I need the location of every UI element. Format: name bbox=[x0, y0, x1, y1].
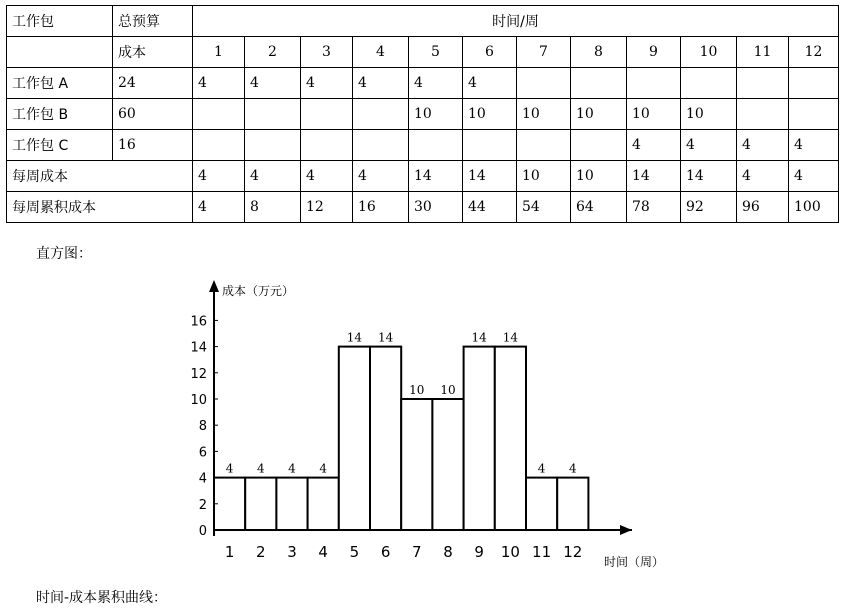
header-blank bbox=[7, 37, 113, 68]
row-cell-week-9 bbox=[627, 68, 681, 99]
row-budget: 24 bbox=[113, 68, 193, 99]
row-cell-week-12: 4 bbox=[789, 130, 839, 161]
bar-value-label: 4 bbox=[288, 461, 296, 476]
row-cell-week-10 bbox=[681, 68, 737, 99]
header-week-11: 11 bbox=[737, 37, 789, 68]
row-cell-week-2: 8 bbox=[245, 192, 301, 223]
row-cell-week-4: 16 bbox=[353, 192, 409, 223]
bar-value-label: 4 bbox=[225, 461, 234, 476]
x-tick-label: 3 bbox=[287, 543, 297, 561]
row-cell-week-7 bbox=[517, 68, 571, 99]
row-cell-week-12: 100 bbox=[789, 192, 839, 223]
row-cell-week-1: 4 bbox=[193, 161, 245, 192]
row-cell-week-6 bbox=[463, 130, 517, 161]
bar-value-label: 14 bbox=[377, 330, 394, 345]
row-cell-week-12 bbox=[789, 68, 839, 99]
bar-value-label: 10 bbox=[409, 383, 425, 397]
row-label: 工作包 B bbox=[7, 99, 113, 130]
chart-bars bbox=[214, 331, 588, 530]
row-cell-week-4: 4 bbox=[353, 161, 409, 192]
y-axis-arrow-icon bbox=[209, 280, 219, 292]
header-week-12: 12 bbox=[789, 37, 839, 68]
workpkg-row bbox=[7, 68, 839, 99]
histogram-heading: 直方图： bbox=[36, 246, 92, 262]
bar-value-label: 14 bbox=[502, 330, 519, 345]
row-cell-week-1 bbox=[193, 130, 245, 161]
row-cell-week-9: 14 bbox=[627, 161, 681, 192]
header-row-1 bbox=[7, 6, 839, 37]
y-tick-label: 10 bbox=[190, 393, 207, 408]
row-cell-week-3: 4 bbox=[301, 68, 353, 99]
y-tick-label: 8 bbox=[198, 419, 207, 435]
row-cell-week-3: 4 bbox=[301, 161, 353, 192]
row-cell-week-8 bbox=[571, 130, 627, 161]
row-cell-week-10: 4 bbox=[681, 130, 737, 161]
weekly-cost-row bbox=[7, 161, 839, 192]
y-axis-label: 成本（万元） bbox=[222, 284, 295, 298]
row-cell-week-9: 4 bbox=[627, 130, 681, 161]
row-cell-week-11 bbox=[737, 99, 789, 130]
row-cell-week-9: 78 bbox=[627, 192, 681, 223]
header-budget-top: 总预算 bbox=[113, 6, 193, 37]
bar-week-12 bbox=[557, 478, 588, 530]
row-cell-week-10: 92 bbox=[681, 192, 737, 223]
header-week-4: 4 bbox=[353, 37, 409, 68]
header-week-6: 6 bbox=[463, 37, 517, 68]
row-cell-week-5: 10 bbox=[409, 99, 463, 130]
row-cell-week-11 bbox=[737, 68, 789, 99]
row-cell-week-5: 4 bbox=[409, 68, 463, 99]
row-cell-week-1: 4 bbox=[193, 192, 245, 223]
x-tick-label: 5 bbox=[349, 543, 360, 561]
bar-week-4 bbox=[308, 478, 339, 530]
curve-heading: 时间-成本累积曲线： bbox=[36, 590, 168, 606]
row-cell-week-2: 4 bbox=[245, 68, 301, 99]
bar-value-label: 4 bbox=[319, 461, 328, 476]
row-cell-week-6: 14 bbox=[463, 161, 517, 192]
header-week-10: 10 bbox=[681, 37, 737, 68]
row-budget: 16 bbox=[113, 130, 193, 161]
row-cell-week-6: 44 bbox=[463, 192, 517, 223]
header-week-8: 8 bbox=[571, 37, 627, 68]
row-cell-week-7 bbox=[517, 130, 571, 161]
bar-week-1 bbox=[214, 478, 245, 530]
row-label: 工作包 C bbox=[7, 130, 113, 161]
bar-week-5 bbox=[339, 347, 370, 530]
row-label: 每周成本 bbox=[7, 161, 193, 192]
row-cell-week-3: 12 bbox=[301, 192, 353, 223]
y-tick-label: 6 bbox=[198, 445, 207, 461]
row-label: 每周累积成本 bbox=[7, 192, 193, 223]
bar-value-label: 14 bbox=[346, 330, 363, 345]
x-tick-label: 8 bbox=[443, 543, 453, 561]
row-cell-week-4 bbox=[353, 99, 409, 130]
header-workpkg: 工作包 bbox=[7, 6, 113, 37]
row-cell-week-3 bbox=[301, 130, 353, 161]
bar-value-label: 4 bbox=[537, 461, 546, 476]
row-cell-week-7: 10 bbox=[517, 99, 571, 130]
row-cell-week-5 bbox=[409, 130, 463, 161]
row-cell-week-8 bbox=[571, 68, 627, 99]
header-budget-bottom: 成本 bbox=[113, 37, 193, 68]
x-tick-label: 11 bbox=[532, 543, 552, 561]
header-time: 时间/周 bbox=[193, 6, 839, 37]
bar-week-10 bbox=[495, 347, 526, 530]
row-cell-week-7: 10 bbox=[517, 161, 571, 192]
row-cell-week-6: 4 bbox=[463, 68, 517, 99]
row-cell-week-2 bbox=[245, 130, 301, 161]
header-week-3: 3 bbox=[301, 37, 353, 68]
header-week-2: 2 bbox=[245, 37, 301, 68]
workpkg-row bbox=[7, 130, 839, 161]
x-tick-label: 6 bbox=[380, 543, 391, 561]
bar-week-8 bbox=[432, 399, 463, 530]
x-tick-label: 7 bbox=[412, 543, 422, 561]
row-cell-week-11: 96 bbox=[737, 192, 789, 223]
header-week-9: 9 bbox=[627, 37, 681, 68]
row-cell-week-4 bbox=[353, 130, 409, 161]
x-axis-arrow-icon bbox=[620, 525, 632, 535]
x-tick-label: 12 bbox=[563, 543, 583, 561]
cost-histogram bbox=[0, 270, 851, 580]
bar-value-label: 4 bbox=[568, 461, 577, 476]
bar-week-6 bbox=[370, 347, 401, 530]
y-tick-label: 16 bbox=[190, 314, 207, 330]
row-cell-week-10: 14 bbox=[681, 161, 737, 192]
row-cell-week-5: 30 bbox=[409, 192, 463, 223]
x-axis-label: 时间（周） bbox=[604, 555, 665, 569]
workpkg-row bbox=[7, 99, 839, 130]
row-cell-week-9: 10 bbox=[627, 99, 681, 130]
cumulative-cost-row bbox=[7, 192, 839, 223]
row-label: 工作包 A bbox=[7, 68, 113, 99]
x-tick-label: 10 bbox=[500, 543, 520, 561]
budget-table bbox=[6, 5, 839, 223]
row-cell-week-5: 14 bbox=[409, 161, 463, 192]
row-cell-week-6: 10 bbox=[463, 99, 517, 130]
y-tick-label: 14 bbox=[190, 340, 207, 356]
row-cell-week-12: 4 bbox=[789, 161, 839, 192]
x-tick-label: 2 bbox=[256, 543, 266, 561]
x-tick-label: 9 bbox=[474, 543, 484, 561]
bar-value-label: 4 bbox=[256, 461, 265, 476]
bar-week-3 bbox=[276, 478, 307, 530]
header-row-2 bbox=[7, 37, 839, 68]
bar-week-7 bbox=[401, 399, 432, 530]
row-cell-week-11: 4 bbox=[737, 130, 789, 161]
bar-week-11 bbox=[526, 478, 557, 530]
row-cell-week-7: 54 bbox=[517, 192, 571, 223]
row-cell-week-8: 10 bbox=[571, 161, 627, 192]
header-week-7: 7 bbox=[517, 37, 571, 68]
row-cell-week-1 bbox=[193, 99, 245, 130]
row-cell-week-11: 4 bbox=[737, 161, 789, 192]
header-week-5: 5 bbox=[409, 37, 463, 68]
y-tick-label: 12 bbox=[190, 366, 207, 382]
row-cell-week-4: 4 bbox=[353, 68, 409, 99]
row-budget: 60 bbox=[113, 99, 193, 130]
header-week-1: 1 bbox=[193, 37, 245, 68]
bar-week-9 bbox=[464, 347, 495, 530]
row-cell-week-8: 64 bbox=[571, 192, 627, 223]
row-cell-week-2: 4 bbox=[245, 161, 301, 192]
row-cell-week-10: 10 bbox=[681, 99, 737, 130]
row-cell-week-3 bbox=[301, 99, 353, 130]
y-tick-label: 2 bbox=[198, 497, 207, 513]
y-tick-label: 4 bbox=[198, 471, 207, 487]
bar-value-label: 14 bbox=[471, 330, 487, 345]
x-tick-label: 1 bbox=[224, 543, 235, 561]
bar-value-label: 10 bbox=[440, 383, 456, 397]
row-cell-week-12 bbox=[789, 99, 839, 130]
row-cell-week-8: 10 bbox=[571, 99, 627, 130]
row-cell-week-2 bbox=[245, 99, 301, 130]
bar-week-2 bbox=[245, 478, 276, 530]
row-cell-week-1: 4 bbox=[193, 68, 245, 99]
y-tick-label: 0 bbox=[198, 524, 207, 539]
x-tick-label: 4 bbox=[318, 543, 328, 561]
